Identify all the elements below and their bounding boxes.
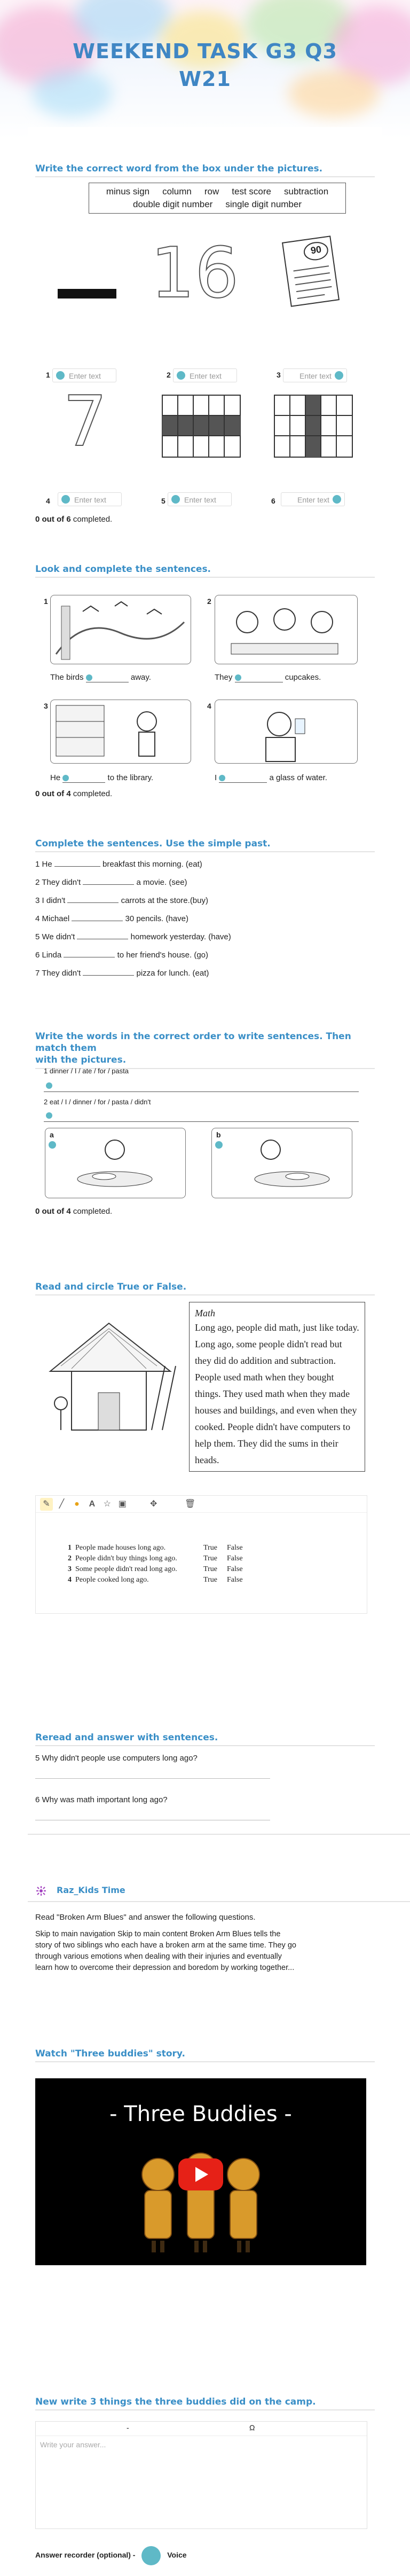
past-input-1[interactable]	[54, 866, 100, 867]
section-simple-past	[35, 835, 375, 852]
answer-textarea[interactable]: Write your answer...	[40, 2440, 106, 2449]
question-1: 1 dinner / I / ate / for / pasta	[44, 1067, 129, 1075]
section-vocab	[35, 160, 375, 214]
story-passage: Math Long ago, people did math, just like today. Long ago, some people didn't read but they did do addition and subtraction. People used math when they bought things. They used math when they made houses and buildings, and even when they cooked. People didn't have computers to help them. They did the sums in their heads.	[189, 1302, 365, 1472]
section-true-false	[35, 1278, 375, 1295]
simple-past-list: 1 He breakfast this morning. (eat) 2 They didn't a movie. (see) 3 I didn't carrots at the store.(buy) 4 Michael 30 pencils. (have) 5 We didn't homework yesterday. (have) 6 Linda to her friend's house. (go) 7 They didn't pizza for lunch. (eat)	[35, 860, 231, 978]
line-icon[interactable]: ╱	[59, 1499, 65, 1509]
answer-input-1[interactable]: Enter text	[52, 368, 116, 382]
answer-row-1: 1 Enter text 2 Enter text 3 Enter text	[46, 368, 377, 384]
grid-rows-picture	[161, 394, 247, 469]
editor-toolbar	[36, 2422, 367, 2436]
section-write-three	[35, 2393, 375, 2410]
cupcakes-picture	[215, 595, 358, 664]
hut-picture	[40, 1307, 179, 1441]
text-icon[interactable]: A	[89, 1499, 96, 1509]
section-title: Watch "Three buddies" story.	[35, 2045, 375, 2062]
page-title: WEEKEND TASK G3 Q3 W21	[73, 40, 337, 91]
worksheet: Write the correct word from the box under the pictures. minus sign column row test score subtraction double digit number single digit number 16 90 1 Enter text 2 Enter text 3 Enter text 7 4 Enter text 5 Enter text 6 Enter text 0 out of 6 completed. Look and complete the sentences. 1 2 The birds away. They cupcakes. 3 4 He to the library. I a glass of water. 0 out of 4 completed. Complete the sentences. Use the simple past. 1 He breakfast this morning. (eat) 2 They didn't a movie. (see) 3 I didn't carrots at the store.(buy) 4 Michael 30 pencils. (have) 5 We didn't homework yesterday. (have) 6 Linda to her friend's house. (go) 7 They didn't pizza for lunch. (eat) Write the words in the correct order to write sentences. Then match them with the pictures. 1 dinner / I / ate / for / pasta 2 eat / I / dinner / for / pasta / didn't a b 0 out of 4 completed. Read and circle True or False. Math Long ago, people did math, just like today. Long ago, some people didn't read but they did do addition and subtraction. People used math when they bought things. They used math when they made houses and buildings, and even when they cooked. People didn't have computers to help them. They did the sums in their heads. ✎ ╱ ● A ☆ ▣ ✥ 🗑 1 People made houses long ago. True False 2 People didn't buy things long ago. True False 3 Some people didn't read long ago. True False 4 People cooked long ago. True False Reread and answer with sentences. 5 Why didn't people use computers long ago? 6 Why was math important long ago? Raz_Kids Time Read "Broken Arm Blues" and answer the following questions. Skip to main navigation Skip to main content Broken Arm Blues tells the story of two siblings who each have a broken arm at the same time. They go through various emotions when dealing with their injuries and eventually learn how to overcome their depression and boredom by working together... Watch "Three buddies" story. - Three Buddies - New write 3 things the three buddies did on the camp. - Ω Write your answer... Answer recorder (optional) - Voice	[28, 127, 382, 2576]
answer-line-2[interactable]	[44, 1111, 359, 1122]
video-player[interactable]	[35, 2078, 366, 2265]
picture-b: b	[211, 1128, 352, 1198]
picture-a: a	[45, 1128, 186, 1198]
blank-input-3[interactable]	[62, 773, 105, 783]
sentence-2: They cupcakes.	[215, 673, 321, 682]
section-title: Write the correct word from the box under the pictures.	[35, 160, 375, 177]
section-title: New write 3 things the three buddies did on the camp.	[35, 2393, 375, 2410]
section-look-complete	[35, 561, 375, 578]
score-status: 0 out of 4 completed.	[35, 789, 113, 798]
section-reread	[35, 1729, 375, 1746]
section-title: Read and circle True or False.	[35, 1278, 375, 1295]
answer-input-2[interactable]: Enter text	[173, 368, 237, 382]
pencil-icon[interactable]: ✎	[40, 1498, 53, 1511]
play-button-icon[interactable]	[178, 2158, 223, 2190]
answer-input-4[interactable]: Enter text	[58, 492, 122, 506]
raz-kids-logo-icon	[35, 1885, 46, 1896]
answer-input-5[interactable]: Enter text	[168, 492, 232, 506]
section-word-order	[35, 1027, 375, 1069]
blank-input-4[interactable]	[219, 773, 267, 783]
color-icon[interactable]: ●	[74, 1499, 80, 1509]
video-title: - Three Buddies -	[109, 2102, 292, 2126]
minus-sign-picture	[47, 242, 132, 317]
special-char-icon[interactable]: Ω	[249, 2423, 255, 2432]
section-title: Look and complete the sentences.	[35, 561, 375, 578]
past-input-7[interactable]	[83, 975, 134, 976]
answer-recorder: Answer recorder (optional) - Voice	[35, 2546, 187, 2565]
section-title: Complete the sentences. Use the simple past.	[35, 835, 375, 852]
divider	[28, 1834, 410, 1835]
move-icon[interactable]: ✥	[150, 1499, 157, 1509]
question-2: 2 eat / I / dinner / for / pasta / didn't	[44, 1098, 151, 1106]
seven-picture: 7	[63, 381, 107, 462]
sentence-4: I a glass of water.	[215, 773, 327, 782]
sixteen-picture: 16	[151, 232, 239, 313]
section-title: Reread and answer with sentences.	[35, 1729, 375, 1746]
divider	[28, 1901, 410, 1902]
drawing-canvas[interactable]	[35, 1495, 367, 1614]
rich-text-editor[interactable]	[35, 2421, 367, 2529]
answer-row-2: 4 Enter text 5 Enter text 6 Enter text	[46, 492, 377, 508]
word-box: minus sign column row test score subtraction double digit number single digit number	[89, 183, 346, 214]
past-input-3[interactable]	[67, 902, 119, 903]
drinking-water-picture	[215, 700, 358, 764]
question-5: 5 Why didn't people use computers long ago?	[35, 1754, 198, 1763]
record-button[interactable]	[141, 2546, 161, 2565]
score-status: 0 out of 4 completed.	[35, 1207, 113, 1216]
answer-line-1[interactable]	[44, 1081, 359, 1092]
raz-kids-description: Skip to main navigation Skip to main content Broken Arm Blues tells the story of two siblings who each have a broken arm at the same time. They go through various emotions when dealing with their injuries and eventually learn how to overcome their depression and boredom by working together...	[35, 1930, 296, 1972]
answer-input-6[interactable]: Enter text	[281, 492, 345, 506]
question-6: 6 Why was math important long ago?	[35, 1795, 168, 1804]
star-icon[interactable]: ☆	[103, 1499, 111, 1509]
sentence-1: The birds away.	[50, 673, 151, 682]
blank-input-2[interactable]	[235, 673, 283, 682]
birds-picture	[50, 595, 191, 664]
grid-column-picture	[273, 394, 359, 469]
image-icon[interactable]: ▣	[118, 1499, 127, 1509]
raz-kids-instruction: Read "Broken Arm Blues" and answer the following questions.	[35, 1913, 256, 1922]
sentence-3: He to the library.	[50, 773, 154, 782]
true-false-table: 1 People made houses long ago. True False 2 People didn't buy things long ago. True False 3 Some people didn't read long ago. True False 4 People cooked long ago. True False	[68, 1544, 243, 1584]
trash-icon[interactable]: 🗑	[185, 1499, 196, 1509]
format-menu[interactable]: -	[127, 2423, 129, 2432]
score-status: 0 out of 6 completed.	[35, 515, 113, 524]
drawing-toolbar	[36, 1496, 367, 1513]
raz-kids-title: Raz_Kids Time	[57, 1885, 125, 1895]
test-paper-picture: 90	[279, 234, 364, 309]
blank-input-1[interactable]	[86, 673, 129, 682]
section-video	[35, 2045, 375, 2062]
answer-input-3[interactable]: Enter text	[283, 368, 347, 382]
answer-line-5[interactable]	[35, 1778, 270, 1779]
library-picture	[50, 700, 191, 764]
past-input-2[interactable]	[83, 884, 134, 885]
section-title: Write the words in the correct order to write sentences. Then match them with the pictures.	[35, 1027, 375, 1069]
